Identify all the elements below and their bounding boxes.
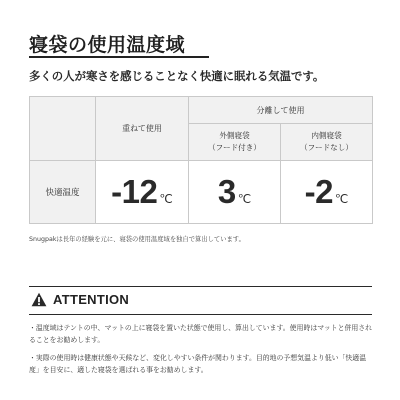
header-outer-bag-name: 外側寝袋 bbox=[219, 131, 250, 140]
page-subtitle: 多くの人が寒さを感じることなく快適に眠れる気温です。 bbox=[29, 69, 325, 83]
row-label-comfort: 快適温度 bbox=[30, 161, 96, 224]
table-corner-cell bbox=[30, 97, 96, 161]
page-title: 寝袋の使用温度域 bbox=[29, 34, 186, 56]
attention-rule-bottom bbox=[29, 314, 372, 315]
footnote: Snugpakは長年の経験を元に、寝袋の使用温度域を独自で算出しています。 bbox=[29, 236, 245, 243]
temp-together-cell bbox=[96, 161, 189, 224]
temp-together-unit: ℃ bbox=[159, 192, 173, 206]
temp-outer-value: 3 bbox=[217, 173, 236, 210]
temperature-table bbox=[29, 96, 373, 224]
header-outer-bag-note: （フード付き） bbox=[208, 143, 261, 152]
header-together: 重ねて使用 bbox=[96, 97, 189, 161]
temp-inner-unit: ℃ bbox=[334, 192, 349, 206]
header-inner-bag-name: 内側寝袋 bbox=[311, 131, 342, 140]
header-inner-bag bbox=[281, 124, 373, 161]
temp-inner-value: -2 bbox=[304, 173, 333, 210]
attention-item: ・温度域はテントの中、マットの上に寝袋を置いた状態で使用し、算出しています。使用時はマットと併用されることをお勧めします。 bbox=[29, 324, 373, 344]
temp-outer-cell bbox=[189, 161, 281, 224]
header-separate: 分離して使用 bbox=[189, 97, 373, 124]
attention-rule-top bbox=[29, 286, 372, 287]
header-inner-bag-note: （フードなし） bbox=[300, 143, 353, 152]
temp-outer-unit: ℃ bbox=[237, 192, 252, 206]
header-outer-bag bbox=[189, 124, 281, 161]
attention-title: ATTENTION bbox=[53, 292, 130, 307]
temp-inner-cell bbox=[281, 161, 373, 224]
warning-triangle-icon bbox=[31, 292, 47, 307]
attention-item: ・実際の使用時は健康状態や天候など、変化しやすい条件が関わります。目的地の予想気温より低い「快適温度」を目安に、適した寝袋を選ばれる事をお勧めします。 bbox=[29, 354, 367, 374]
title-underline bbox=[29, 56, 209, 58]
temp-together-value: -12 bbox=[111, 173, 158, 210]
attention-list bbox=[29, 322, 374, 382]
